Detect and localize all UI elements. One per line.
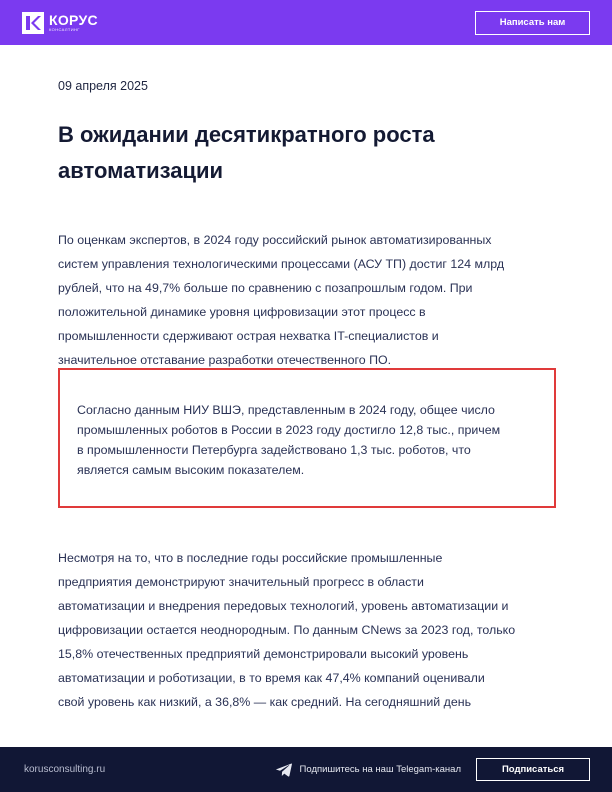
paragraph-line: автоматизации и внедрения передовых технологий, уровень автоматизации и — [58, 599, 509, 613]
article-title — [58, 117, 538, 189]
highlighted-quote — [58, 368, 556, 508]
subscribe-button[interactable]: Подписаться — [476, 758, 590, 781]
korus-logo[interactable] — [22, 12, 98, 34]
paragraph-line: цифровизации остается неоднородным. По данным CNews за 2023 год, только — [58, 623, 516, 637]
paragraph-intro — [58, 228, 558, 372]
paragraph-line: значительное отставание разработки отечественного ПО. — [58, 353, 392, 367]
telegram-icon — [276, 763, 292, 777]
paragraph-line: систем управления технологическими процессами (АСУ ТП) достиг 124 млрд — [58, 257, 505, 271]
paragraph-body — [58, 546, 558, 714]
top-bar — [0, 0, 612, 45]
paragraph-line: Несмотря на то, что в последние годы российские промышленные — [58, 551, 443, 565]
quote-line: является самым высоким показателем. — [77, 463, 305, 477]
paragraph-line: автоматизации и роботизации, в то время как 47,4% компаний оценивали — [58, 671, 485, 685]
telegram-text: Подпишитесь на наш Telegam-канал — [299, 764, 461, 775]
quote-line: промышленных роботов в России в 2023 году достигло 12,8 тыс., причем — [77, 423, 501, 437]
paragraph-line: рублей, что на 49,7% больше по сравнению с позапрошлым годом. При — [58, 281, 473, 295]
quote-line: в промышленности Петербурга задействовано 1,3 тыс. роботов, что — [77, 443, 471, 457]
paragraph-line: предприятия демонстрируют значительный прогресс в области — [58, 575, 424, 589]
quote-line: Согласно данным НИУ ВШЭ, представленным в 2024 году, общее число — [77, 403, 495, 417]
paragraph-line: положительной динамике уровня цифровизации этот процесс в — [58, 305, 426, 319]
bottom-bar — [0, 747, 612, 792]
article-date: 09 апреля 2025 — [58, 79, 148, 93]
title-line: автоматизации — [58, 158, 224, 183]
write-us-button[interactable]: Написать нам — [475, 11, 590, 35]
logo-subtitle: КОНСАЛТИНГ — [49, 27, 80, 32]
paragraph-line: 15,8% отечественных предприятий демонстрировали высокий уровень — [58, 647, 469, 661]
logo-name: КОРУС — [49, 12, 98, 28]
title-line: В ожидании десятикратного роста — [58, 122, 435, 147]
site-link[interactable]: korusconsulting.ru — [24, 764, 106, 775]
telegram-subscribe-link[interactable] — [276, 763, 461, 777]
paragraph-line: промышленности сдерживают острая нехватка IT-специалистов и — [58, 329, 439, 343]
paragraph-line: По оценкам экспертов, в 2024 году российский рынок автоматизированных — [58, 233, 492, 247]
paragraph-line: свой уровень как низкий, а 36,8% — как средний. На сегодняшний день — [58, 695, 472, 709]
korus-logo-icon — [22, 12, 44, 34]
